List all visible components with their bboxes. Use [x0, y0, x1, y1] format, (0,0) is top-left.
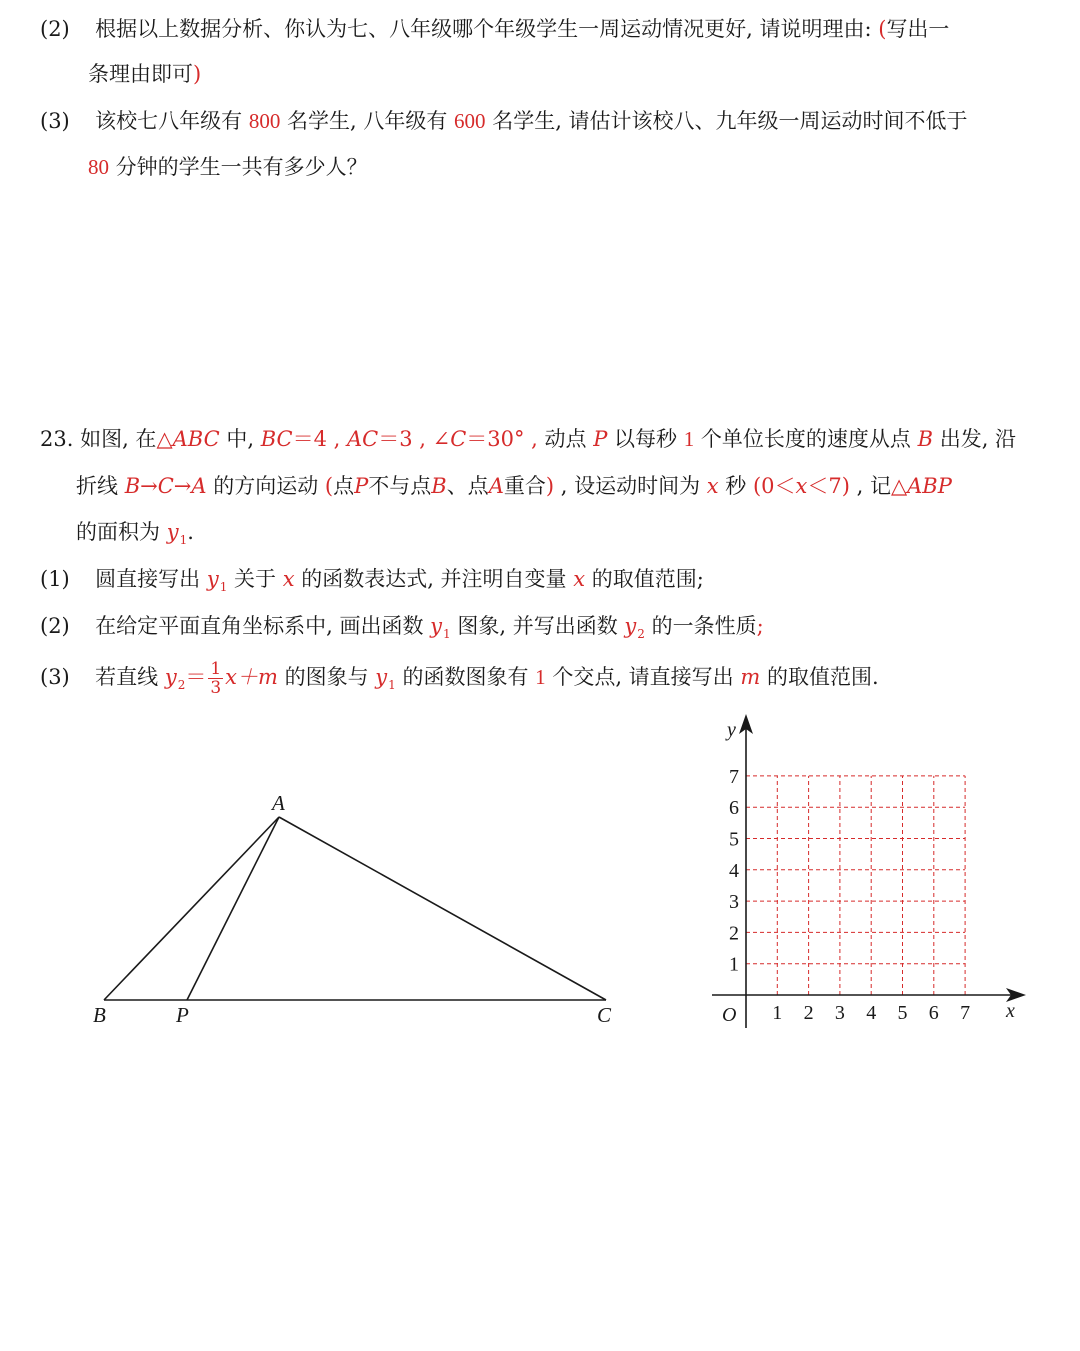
q22-part3-text-b: 名学生, 八年级有	[280, 109, 455, 133]
q22-part3-text-a: 该校七八年级有	[95, 109, 249, 133]
q22-part2-text: 根据以上数据分析、你认为七、八年级哪个年级学生一周运动情况更好, 请说明理由:	[95, 17, 879, 41]
x-tick-label: 4	[866, 1002, 877, 1024]
q23-text: 图象, 并写出函数	[450, 614, 625, 638]
origin-label: O	[722, 1004, 737, 1026]
x-tick-label: 2	[803, 1002, 814, 1024]
point-b: B	[431, 474, 447, 498]
y-tick-label: 3	[729, 891, 739, 914]
segment-ac: AC	[346, 427, 379, 451]
subscript: 1	[219, 580, 228, 594]
grid-lines	[746, 776, 965, 995]
q22-part3-80: 80	[88, 155, 109, 179]
label-c: C	[597, 1003, 612, 1027]
q23-text: 的面积为	[76, 520, 167, 544]
q22-part2-text-b: 写出一	[886, 17, 950, 41]
var-y: y	[624, 614, 637, 638]
q23-text: 个交点, 请直接写出	[545, 665, 741, 689]
angle-c: C	[450, 427, 467, 451]
q23-text: 秒	[718, 474, 753, 498]
range-start: (0＜	[752, 474, 796, 498]
label-b: B	[93, 1003, 106, 1027]
q22-part3-600: 600	[454, 109, 486, 133]
q23-text: 动点	[537, 427, 594, 451]
q23-text: 点	[333, 474, 355, 498]
q23-text: 中,	[219, 427, 261, 451]
fraction-denominator: 3	[210, 677, 222, 698]
q23-text: , 设运动时间为	[554, 474, 707, 498]
triangle-abc: ABC	[172, 427, 220, 451]
q23-text: 的方向运动	[206, 474, 325, 498]
q23-text: 折线	[76, 474, 125, 498]
x-tick-label: 7	[960, 1002, 971, 1024]
y-tick-label: 2	[729, 922, 739, 945]
subscript: 1	[443, 627, 451, 641]
y-tick-label: 6	[729, 797, 739, 820]
x-tick-label: 6	[928, 1002, 939, 1024]
var-y: y	[166, 520, 179, 544]
q23-sub1-number: (1)	[40, 567, 70, 591]
q22-part2-close-paren: )	[193, 62, 202, 86]
axes	[712, 714, 1026, 1028]
q22-part2-number: (2)	[40, 17, 70, 41]
q23-text: 的取值范围.	[760, 665, 879, 689]
x-tick-label: 5	[897, 1002, 908, 1024]
var-x: x	[706, 474, 719, 498]
var-x: x	[573, 567, 586, 591]
q22-part2-text-c: 条理由即可	[88, 62, 193, 86]
q23-text: 如图, 在	[73, 427, 157, 451]
q23-sub3-number: (3)	[40, 665, 70, 689]
q23-text: 出发, 沿	[933, 427, 1017, 451]
y-tick-label: 5	[729, 828, 739, 851]
q23-text: , 记	[849, 474, 891, 498]
q23-text: 圆直接写出	[95, 567, 207, 591]
x-axis-label: x	[1006, 1000, 1015, 1022]
y-tick-label: 4	[729, 859, 739, 882]
q23-text: 若直线	[95, 665, 165, 689]
subscript: 2	[177, 678, 186, 692]
linear-term: x＋m	[225, 665, 278, 689]
var-y: y	[164, 665, 177, 689]
y-tick-label: 1	[729, 953, 739, 976]
q23-text: 的取值范围;	[585, 567, 704, 591]
q23-text: 以每秒	[607, 427, 684, 451]
x-tick-label: 3	[834, 1002, 845, 1024]
q23-text: 的图象与	[277, 665, 376, 689]
var-m: m	[740, 665, 761, 689]
angle-symbol: ∠	[432, 427, 451, 451]
fraction-numerator: 1	[210, 658, 222, 679]
q23-text: 不与点	[368, 474, 432, 498]
q22-part3-text-d: 分钟的学生一共有多少人？	[109, 155, 368, 179]
q23-text: 的函数表达式, 并注明自变量	[294, 567, 574, 591]
ac-value: ＝3 ,	[378, 427, 433, 451]
q22-part3-number: (3)	[40, 109, 70, 133]
q23-text: 个单位长度的速度从点	[694, 427, 918, 451]
subscript: 2	[637, 627, 645, 641]
var-y: y	[430, 614, 443, 638]
segment-bc: BC	[260, 427, 293, 451]
q23-text: .	[187, 520, 194, 544]
subscript: 1	[179, 533, 188, 547]
y-axis-label: y	[727, 719, 736, 741]
q23-text: 重合	[503, 474, 546, 498]
var-x: x	[795, 474, 808, 498]
path-bca: B→C→A	[124, 474, 207, 498]
speed-value: 1	[683, 427, 695, 451]
q22-part3-800: 800	[248, 109, 281, 133]
q23-text: 的函数图象有	[395, 665, 536, 689]
triangle-abp: △ABP	[890, 474, 952, 498]
q23-text: 、点	[446, 474, 489, 498]
var-y: y	[206, 567, 219, 591]
semicolon: ;	[756, 614, 764, 638]
q23-text: 的一条性质	[644, 614, 757, 638]
label-a: A	[272, 791, 285, 815]
label-p: P	[176, 1003, 189, 1027]
subscript: 1	[388, 678, 396, 692]
q22-part2-open-paren: (	[878, 17, 887, 41]
bc-value: ＝4 ,	[292, 427, 347, 451]
angle-value: ＝30° ,	[466, 427, 538, 451]
point-p: P	[593, 427, 608, 451]
q22-part3-text-c: 名学生, 请估计该校八、九年级一周运动时间不低于	[485, 109, 968, 133]
q23-sub2-number: (2)	[40, 614, 70, 638]
range-end: ＜7)	[807, 474, 850, 498]
q23-text: 在给定平面直角坐标系中, 画出函数	[95, 614, 431, 638]
point-a: A	[488, 474, 504, 498]
q23-number: 23.	[40, 427, 74, 451]
var-x: x	[282, 567, 295, 591]
var-y: y	[375, 665, 388, 689]
equals-sign: ＝	[185, 665, 207, 689]
point-p: P	[354, 474, 369, 498]
open-paren: (	[324, 474, 334, 498]
q23-text: 关于	[227, 567, 283, 591]
triangle-symbol: △	[156, 427, 173, 451]
point-b: B	[917, 427, 934, 451]
x-tick-label: 1	[772, 1002, 783, 1024]
intersection-count: 1	[535, 665, 546, 689]
y-tick-label: 7	[729, 765, 739, 788]
close-paren: )	[545, 474, 555, 498]
